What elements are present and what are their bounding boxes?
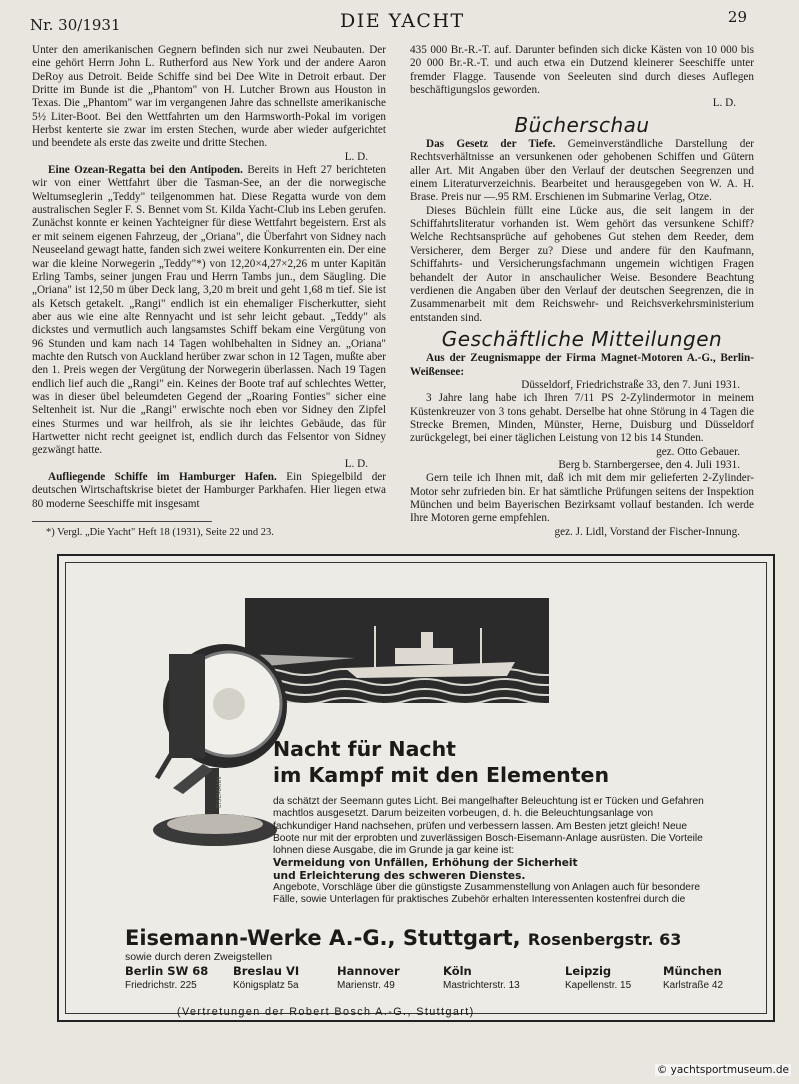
regatta-heading: Eine Ozean-Regatta bei den Antipoden. [48, 164, 243, 177]
ad-emphasis-2: und Erleichterung des schweren Dienstes. [273, 869, 526, 882]
branch-city: Leipzig [565, 964, 612, 978]
ships-heading: Aufliegende Schiffe im Hamburger Hafen. [48, 471, 277, 483]
branch-address: Mastrichterstr. 13 [443, 980, 520, 991]
letter1-text: 3 Jahre lang habe ich Ihren 7/11 PS 2-Zylindermotor in meinem Küstenkreuzer von 3 tons gehabt. Derselbe hat ohne Störung in 4 Tagen die Strecke Bremen, Minden, Münster, Herne, Duisburg und Düsseldorf zurückgelegt, bei einer täglichen Leistung von 12 bis 14 Stunden. [410, 392, 754, 445]
ad-headline [273, 736, 609, 788]
branch-city: Breslau VI [233, 964, 300, 978]
lamp-stamp: EISEMANN [216, 776, 223, 808]
business-heading: Aus der Zeugnismappe der Firma Magnet-Motoren A.-G., Berlin-Weißensee: [410, 352, 754, 378]
continuation-paragraph: 435 000 Br.-R.-T. auf. Darunter befinden sich dicke Kästen von 10 000 bis 20 000 Br.-R.-T. und auch etwa ein Dutzend kleinerer Seeschiffe unter fremder Flagge. Tausende von Seeleuten sind durch dieses Auflegen beschäftigungslos geworden. [410, 44, 754, 97]
letter2-dateline: Berg b. Starnbergersee, den 4. Juli 1931. [558, 458, 740, 471]
intro-paragraph: Unter den amerikanischen Gegnern befinden sich nur zwei Neubauten. Der eine gehört Herrn John L. Rutherford aus New York und der andere Aaron DeRoy aus Detroit. Beide Schiffe sind bei Dee Wite in Detroit erbaut. Der Dritte im Bunde ist die „Phantom" von H. Lutcher Brown aus Houston in Texas. Die „Phantom" war im vergangenen Jahre das schnellste amerikanische 5½ Liter-Boot. Bei den Wettfahrten um den Harmsworth-Pokal im vorigen Herbst kenterte sie zwar im ersten Stechen, wurde aber wieder aufgerichtet und beendete als erste das zweite und dritte Stechen. [32, 44, 386, 150]
footnote-rule [32, 521, 212, 522]
steamer-deckhouse [395, 648, 453, 664]
ad-headline-1: Nacht für Nacht [273, 737, 456, 761]
steamer-funnel [421, 632, 433, 650]
magazine-title: DIE YACHT [340, 10, 465, 32]
issue-number: Nr. 30/1931 [30, 16, 121, 34]
branch-address: Karlstraße 42 [663, 980, 724, 991]
branch-muenchen [663, 964, 723, 991]
left-column [32, 44, 386, 539]
ad-body-2: Angebote, Vorschläge über die günstigste Zusammenstellung von Anlagen auch für besondere Fälle, sowie Unterlagen für praktisches Zubehör erhalten Interessenten kostenfrei durch die [273, 882, 701, 906]
branch-leipzig [565, 964, 631, 991]
watermark-credit[interactable]: © yachtsportmuseum.de [656, 1064, 789, 1076]
lamp-housing [169, 654, 205, 758]
branch-address: Marienstr. 49 [337, 980, 395, 991]
branch-address: Kapellenstr. 15 [565, 980, 632, 991]
ad-company [125, 926, 681, 950]
branch-city: Köln [443, 964, 472, 978]
page-number: 29 [727, 8, 747, 26]
business-section-title: Geschäftliche Mitteilungen [441, 326, 723, 351]
branch-hannover [337, 964, 400, 991]
branch-city: München [663, 964, 722, 978]
ships-paragraph [32, 471, 386, 511]
ad-emphasis-1: Vermeidung von Unfällen, Erhöhung der Sicherheit [273, 857, 578, 870]
ad-footer: (Vertretungen der Robert Bosch A.-G., Stuttgart) [177, 1006, 475, 1018]
book-heading: Das Gesetz der Tiefe. [426, 138, 556, 151]
ad-company-name: Eisemann-Werke A.-G., Stuttgart, [125, 926, 521, 950]
footnote: *) Vergl. „Die Yacht" Heft 18 (1931), Seite 22 und 23. [46, 527, 274, 539]
branch-berlin [125, 964, 208, 991]
books-section-title: Bücherschau [514, 112, 650, 137]
ad-body-1: da schätzt der Seemann gutes Licht. Bei mangelhafter Beleuchtung ist er Tücken und Gefahren machtlos ausgesetzt. Darum beizeiten vorbeugen, d. h. die Beleuchtungsanlage von fachkundiger Hand nachsehen, prüfen und verbessern lassen. Am Besten jetzt gleich! Neue Boote nur mit der erprobten und zuverlässigen Bosch-Eisemann-Anlage ausrüsten. Die Vorteile lohnen diese Ausgabe, die im Grunde ja gar keine ist: [273, 796, 704, 857]
branch-breslau [233, 964, 299, 991]
branch-address: Königsplatz 5a [233, 980, 299, 991]
letter1-signature: gez. Otto Gebauer. [656, 445, 740, 458]
ad-branches [125, 964, 725, 1004]
regatta-text: Bereits in Heft 27 berichteten wir von einer Wettfahrt über die Tasman-See, an der die norwegische Weltumseglerin „Teddy" teilgenommen hat. Diese Regatta wurde von dem australischen Segler F. S. Bennet vom St. Kilda Yacht-Club ins Leben gerufen. Zunächst konnte er keinen Yachteigner für diese Wettfahrt begeistern. Erst als er mit seinem eigenen Fahrzeug, der „Oriana", die Überfahrt von Sidney nach Neuseeland gewagt hatte, fanden sich zwei weitere Konkurrenten ein. Der eine war die kleine Norwegerin „Teddy"*) von 12,20×4,27×2,26 m unter Kapitän Erling Tambs, seiner jungen Frau und Herrn Tambs jun., dem Säugling. Die „Oriana" ist 12,50 m über Deck lang, 3,20 m breit und geht 1,68 m tief. Sie ist als Ketsch getakelt. „Rangi" endlich ist ein ehemaliger Fischerkutter, sieht aber aus wie eine alte Rennyacht und ist sehr leicht gebaut. „Teddy" als dickstes und vermutlich auch langsamstes Schiff bekam eine Vergütung von 96 Stunden und kam nach 14 Tagen wohlbehalten in Sidney an. „Oriana" machte den Rutsch von Auckland herüber zwar schon in 12 Tagen, mußte aber den 1. Preis wegen der Vergütung der Norwegerin überlassen. Nach 19 Tagen endlich lief auch die „Rangi" ein. Keines der Boote traf auf schlechtes Wetter, was in dieser übel beleumdeten Gegend der „Roaring Fonties" sicher eine Seltenheit ist. Nur die „Rangi" erwischte noch eben vor Sidney den Zipfel eines Sturmes und war heilfroh, als sie ihr leichtes Gebäude, das für Hartwetter nicht recht geeignet ist, endlich durch das Felsentor von Sidney gezwängt hatte. [32, 164, 386, 457]
branch-city: Hannover [337, 964, 400, 978]
regatta-paragraph [32, 164, 386, 458]
book-review: Dieses Büchlein füllt eine Lücke aus, die seit langem in der Schiffahrtsliteratur vorhanden ist. Wem gehört das versunkene Schiff? Welche Rechtsansprüche auf gehobenes Gut stehen dem Reeder, dem Versicherer, dem Berger zu? Diese und andere für den Kaufmann, Schiffahrts- und Versicherungsfachmann ungemein wichtigen Fragen behandelt der Autor in anschaulicher Weise. Besondere Beachtung verdienen die Angaben über den Verlauf der deutschen Seegrenzen, die in Zusammenarbeit mit dem Reichswehr- und Reichsverkehrsministerium entstanden sind. [410, 204, 754, 324]
branch-koeln [443, 964, 520, 991]
branch-address: Friedrichstr. 225 [125, 980, 197, 991]
ships-text: Ein Spiegelbild der deutschen Wirtschaftskrise bietet der Hamburger Parkhafen. Hier liegen etwa 80 moderne Seeschiffe mit insgesamt [32, 471, 386, 510]
continuation-signature: L. D. [712, 97, 736, 110]
eisemann-advertisement [57, 554, 775, 1022]
lamp-base-top [167, 814, 263, 834]
letter2-text: Gern teile ich Ihnen mit, daß ich mit dem mir gelieferten 2-Zylinder-Motor sehr zufrieden bin. Er hat sämtliche Prüfungen seitens der Inspektion München und beim Bayerischen Bezirksamt vollauf bestanden. Ich werde Ihre Motoren gerne empfehlen. [410, 472, 754, 525]
letter1-dateline: Düsseldorf, Friedrichstraße 33, den 7. Juni 1931. [521, 378, 740, 391]
book-paragraph [410, 138, 754, 205]
letter2-signature: gez. J. Lidl, Vorstand der Fischer-Innung. [554, 525, 740, 538]
ad-branch-intro: sowie durch deren Zweigstellen [125, 951, 273, 963]
ad-company-street: Rosenbergstr. 63 [527, 930, 682, 949]
lamp-bulb [213, 688, 245, 720]
book-text: Gemeinverständliche Darstellung der Rechtsverhältnisse an versunkenen oder gehobenen Schiffen und Gütern aller Art. Mit Angaben über den Verlauf der deutschen Seegrenzen und einem Literaturverzeichnis. Bearbeitet und herausgegeben von W. A. H. Brase. Preis nur —.95 RM. Erschienen im Submarine Verlag, Otze. [410, 138, 755, 204]
branch-city: Berlin SW 68 [125, 964, 209, 978]
intro-signature: L. D. [344, 150, 368, 163]
right-column [410, 44, 754, 539]
regatta-signature: L. D. [344, 457, 368, 470]
ad-headline-2: im Kampf mit den Elementen [273, 763, 610, 787]
ad-body [273, 796, 709, 907]
